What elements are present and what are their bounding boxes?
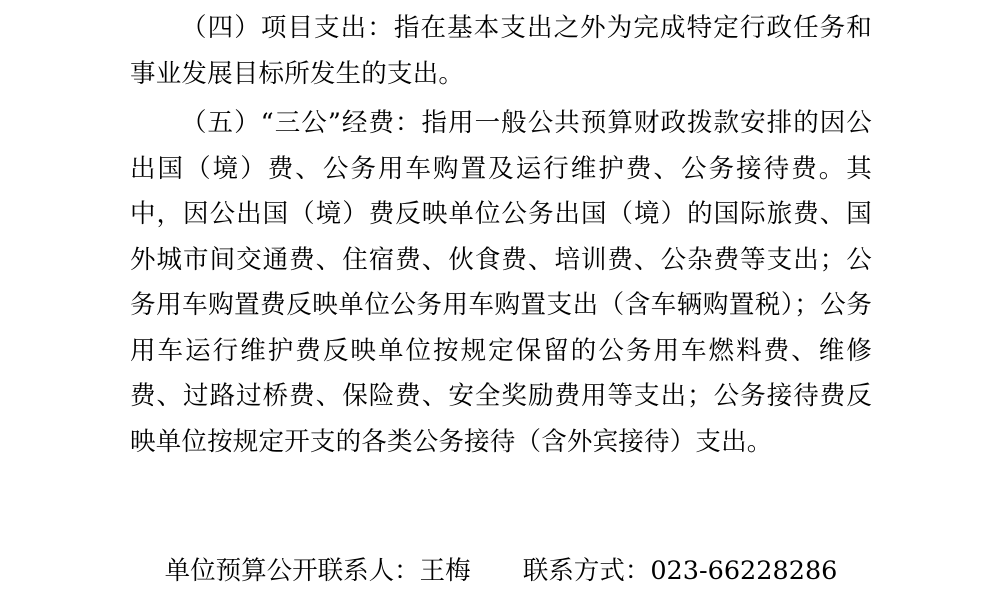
- contact-method: 联系方式：023-66228286: [522, 556, 838, 586]
- paragraph-item-5: （五）“三公”经费：指用一般公共预算财政拨款安排的因公出国（境）费、公务用车购置及运行维护费、公务接待费。其中，因公出国（境）费反映单位公务出国（境）的国际旅费、国外城市间交通费、住宿费、伙食费、培训费、公杂费等支出；公务用车购置费反映单位公务用车购置支出（含车辆购置税）；公务用车运行维护费反映单位按规定保留的公务用车燃料费、维修费、过路过桥费、保险费、安全奖励费用等支出；公务接待费反映单位按规定开支的各类公务接待（含外宾接待）支出。: [130, 108, 872, 457]
- footer-contact-line: [130, 553, 872, 589]
- document-body: [130, 0, 872, 465]
- paragraph-item-4: （四）项目支出：指在基本支出之外为完成特定行政任务和事业发展目标所发生的支出。: [130, 13, 872, 89]
- contact-person: 单位预算公开联系人：王梅: [164, 556, 471, 586]
